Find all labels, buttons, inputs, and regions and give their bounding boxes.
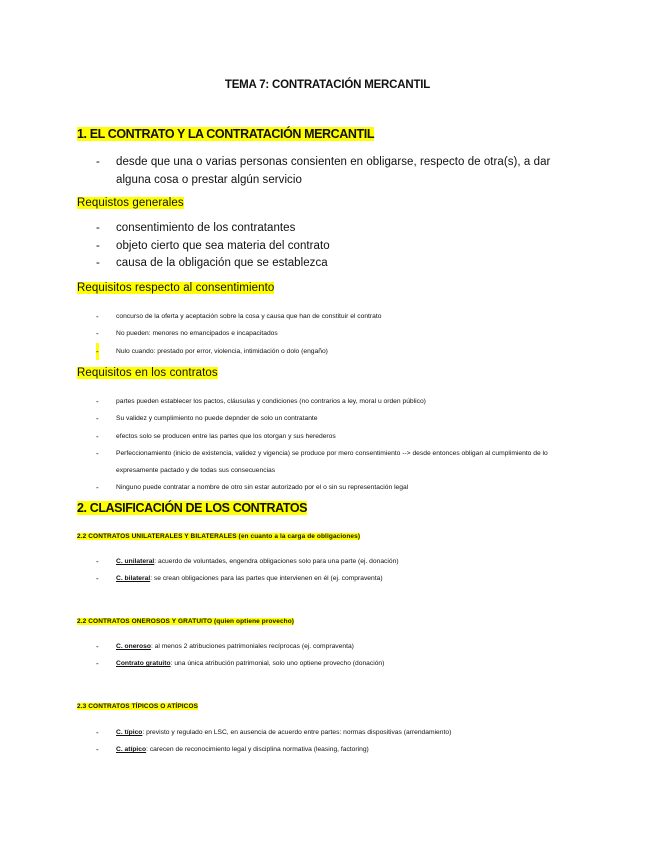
section-2-heading: 2. CLASIFICACIÓN DE LOS CONTRATOS <box>77 501 308 515</box>
list-item: - causa de la obligación que se establezca <box>96 257 328 269</box>
onerosos-gratuitos-list <box>0 638 556 673</box>
document-title: TEMA 7: CONTRATACIÓN MERCANTIL <box>224 79 431 91</box>
unilaterales-bilaterales-list <box>0 553 556 588</box>
list-item: - C. típico: previsto y regulado en LSC, en ausencia de acuerdo entre partes: normas dispositivas (arrendamiento) <box>96 728 452 737</box>
subsection-onerosos-heading: 2.2 CONTRATOS ONEROSOS Y GRATUITO (quien optiene provecho) <box>77 618 295 625</box>
list-item: - C. atípico: carecen de reconocimiento legal y disciplina normativa (leasing, factoring) <box>96 745 369 755</box>
list-item: - C. oneroso: al menos 2 atribuciones patrimoniales recíprocas (ej. compraventa) <box>96 642 354 651</box>
list-item: - partes pueden establecer los pactos, cláusulas y condiciones (no contrarios a ley, moral u orden público) <box>96 397 426 406</box>
list-item: - desde que una o varias personas consienten en obligarse, respecto de otra(s), a dar alguna cosa o prestar algún servicio <box>96 156 551 186</box>
list-item: - Su validez y cumplimiento no puede depnder de solo un contratante <box>96 414 318 424</box>
subsection-tipicos-heading: 2.3 CONTRATOS TÍPICOS O ATÍPICOS <box>77 703 199 710</box>
list-item: - Contrato gratuito: una única atribución patrimonial, solo uno optiene provecho (donación) <box>96 659 385 669</box>
list-item: - C. unilateral: acuerdo de voluntades, engendra obligaciones solo para una parte (ej. donación) <box>96 557 399 566</box>
list-item: - consentimiento de los contratantes <box>96 222 296 234</box>
list-item: - No pueden: menores no emancipados e incapacitados <box>96 329 278 339</box>
section-1-heading: 1. EL CONTRATO Y LA CONTRATACIÓN MERCANTIL <box>77 127 375 141</box>
tipicos-atipicos-list <box>0 724 556 759</box>
list-item: - Perfeccionamiento (inicio de existencia, validez y vigencia) se produce por mero consentimiento --> desde entonces obligan al cumplimiento de lo expresamente pactado y de todas sus consecuencias <box>96 448 548 475</box>
definition-list <box>0 154 576 189</box>
list-item: - objeto cierto que sea materia del contrato <box>96 239 330 252</box>
requisitos-consentimiento-list <box>0 308 556 360</box>
requisitos-generales-list <box>0 220 576 273</box>
list-item: - efectos solo se producen entre las partes que los otorgan y sus herederos <box>96 431 336 441</box>
requisitos-contratos-list <box>0 393 556 497</box>
list-item: - Nulo cuando: prestado por error, violencia, intimidación o dolo (engaño) <box>0 343 556 360</box>
requisitos-generales-heading: Requistos generales <box>77 197 184 209</box>
requisitos-contratos-heading: Requisitos en los contratos <box>77 367 218 379</box>
list-item: - C. bilateral: se crean obligaciones para las partes que intervienen en él (ej. compraventa) <box>96 574 383 584</box>
subsection-2-2-heading: 2.2 CONTRATOS UNILATERALES Y BILATERALES (en cuanto a la carga de obligaciones) <box>77 533 361 540</box>
requisitos-consentimiento-heading: Requisitos respecto al consentimiento <box>77 282 275 294</box>
list-item: - concurso de la oferta y aceptación sobre la cosa y causa que han de constituir el contrato <box>96 312 382 321</box>
list-item: - Ninguno puede contratar a nombre de otro sin estar autorizado por el o sin su representación legal <box>96 483 409 493</box>
